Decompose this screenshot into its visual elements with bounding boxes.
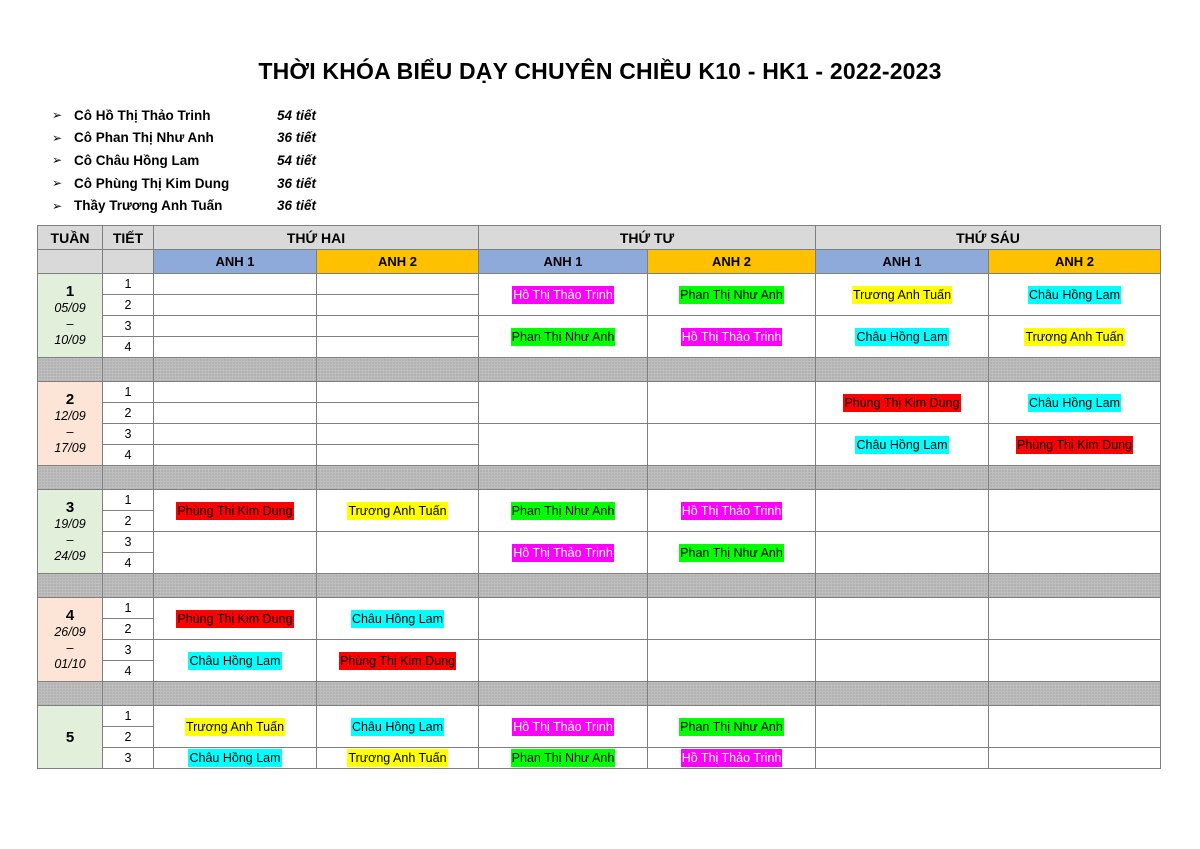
slot bbox=[816, 316, 989, 358]
period-number: 1 bbox=[103, 382, 154, 403]
slot-empty bbox=[816, 748, 989, 769]
slot-empty bbox=[648, 598, 816, 640]
arrow-bullet-icon: ➢ bbox=[52, 108, 63, 123]
slot bbox=[317, 598, 479, 640]
period-number: 3 bbox=[103, 748, 154, 769]
slot-empty bbox=[154, 274, 317, 295]
teacher-item bbox=[52, 172, 316, 195]
period-number: 4 bbox=[103, 661, 154, 682]
week-end: 10/09 bbox=[54, 333, 86, 347]
slot bbox=[989, 382, 1161, 424]
timetable bbox=[37, 225, 1161, 769]
header-row-days bbox=[38, 226, 1161, 250]
week-number: 5 bbox=[65, 728, 75, 746]
teacher-item bbox=[52, 194, 316, 217]
slot-empty bbox=[648, 640, 816, 682]
period-number: 4 bbox=[103, 553, 154, 574]
arrow-bullet-icon: ➢ bbox=[52, 153, 63, 168]
week-start: 12/09 bbox=[54, 409, 86, 423]
teacher-tag: Phan Thị Như Anh bbox=[680, 545, 783, 560]
week-end: 17/09 bbox=[54, 441, 86, 455]
teacher-tag: Phan Thị Như Anh bbox=[680, 287, 783, 302]
header-friday-anh2: ANH 2 bbox=[989, 250, 1161, 274]
header-empty bbox=[103, 250, 154, 274]
week-start: 05/09 bbox=[54, 301, 86, 315]
slot bbox=[479, 748, 648, 769]
teacher-tag: Trương Anh Tuấn bbox=[348, 503, 447, 518]
period-number: 2 bbox=[103, 403, 154, 424]
header-week: TUẦN bbox=[38, 226, 103, 250]
period-number: 2 bbox=[103, 619, 154, 640]
slot bbox=[479, 316, 648, 358]
slot bbox=[154, 598, 317, 640]
teacher-tag: Hồ Thị Thảo Trinh bbox=[681, 751, 782, 765]
week-dash: – bbox=[66, 533, 74, 547]
teacher-tag: Hồ Thị Thảo Trinh bbox=[681, 503, 782, 518]
header-period: TIẾT bbox=[103, 226, 154, 250]
teacher-tag: Hồ Thị Thảo Trinh bbox=[513, 545, 613, 560]
teacher-item bbox=[52, 149, 316, 172]
period-number: 1 bbox=[103, 490, 154, 511]
slot-empty bbox=[154, 445, 317, 466]
header-wednesday-anh2: ANH 2 bbox=[648, 250, 816, 274]
week-cell bbox=[38, 598, 103, 682]
week-dash: – bbox=[66, 317, 74, 331]
week-start: 19/09 bbox=[54, 517, 86, 531]
week-dash: – bbox=[66, 425, 74, 439]
slot-empty bbox=[317, 316, 479, 337]
week-cell bbox=[38, 706, 103, 769]
table-row bbox=[38, 532, 1161, 553]
teacher-tag: Châu Hồng Lam bbox=[856, 329, 948, 344]
teacher-tag: Trương Anh Tuấn bbox=[852, 287, 952, 302]
table-row bbox=[38, 598, 1161, 619]
period-number: 3 bbox=[103, 640, 154, 661]
period-number: 3 bbox=[103, 532, 154, 553]
teacher-periods: 36 tiết bbox=[277, 130, 317, 146]
week-separator bbox=[38, 574, 1161, 598]
teacher-tag: Châu Hồng Lam bbox=[351, 611, 444, 626]
slot-empty bbox=[816, 640, 989, 682]
period-number: 2 bbox=[103, 511, 154, 532]
slot-empty bbox=[648, 382, 816, 424]
header-empty bbox=[38, 250, 103, 274]
table-row bbox=[38, 748, 1161, 769]
slot bbox=[317, 706, 479, 748]
slot-empty bbox=[317, 337, 479, 358]
header-monday: THỨ HAI bbox=[154, 226, 479, 250]
week-separator bbox=[38, 358, 1161, 382]
teacher-tag: Phùng Thị Kim Dung bbox=[177, 611, 293, 626]
slot-empty bbox=[154, 532, 317, 574]
week-dash: – bbox=[66, 641, 74, 655]
slot bbox=[648, 532, 816, 574]
teacher-tag: Trương Anh Tuấn bbox=[1025, 329, 1124, 344]
slot-empty bbox=[989, 490, 1161, 532]
slot bbox=[648, 274, 816, 316]
slot-empty bbox=[317, 403, 479, 424]
slot-empty bbox=[317, 274, 479, 295]
header-friday-anh1: ANH 1 bbox=[816, 250, 989, 274]
table-row bbox=[38, 706, 1161, 727]
teacher-periods: 36 tiết bbox=[277, 198, 317, 214]
week-separator bbox=[38, 466, 1161, 490]
slot-empty bbox=[154, 295, 317, 316]
slot-empty bbox=[816, 598, 989, 640]
table-row bbox=[38, 274, 1161, 295]
slot-empty bbox=[154, 316, 317, 337]
teacher-tag: Trương Anh Tuấn bbox=[348, 751, 447, 765]
slot-empty bbox=[317, 445, 479, 466]
table-row bbox=[38, 316, 1161, 337]
slot bbox=[154, 490, 317, 532]
header-monday-anh1: ANH 1 bbox=[154, 250, 317, 274]
slot bbox=[989, 424, 1161, 466]
teacher-tag: Châu Hồng Lam bbox=[189, 653, 281, 668]
header-monday-anh2: ANH 2 bbox=[317, 250, 479, 274]
slot-empty bbox=[989, 748, 1161, 769]
teacher-name: Cô Hồ Thị Thảo Trinh bbox=[74, 107, 211, 123]
week-separator bbox=[38, 682, 1161, 706]
week-number: 4 bbox=[65, 607, 75, 624]
period-number: 3 bbox=[103, 424, 154, 445]
week-number: 2 bbox=[65, 391, 75, 408]
teacher-tag: Hồ Thị Thảo Trinh bbox=[513, 719, 613, 734]
slot-empty bbox=[816, 706, 989, 748]
teacher-name: Cô Châu Hồng Lam bbox=[74, 152, 200, 168]
teacher-tag: Châu Hồng Lam bbox=[189, 751, 281, 765]
teacher-tag: Hồ Thị Thảo Trinh bbox=[681, 329, 782, 344]
slot-empty bbox=[317, 532, 479, 574]
slot bbox=[154, 640, 317, 682]
slot-empty bbox=[479, 382, 648, 424]
table-row bbox=[38, 640, 1161, 661]
week-number: 1 bbox=[65, 283, 75, 300]
slot bbox=[317, 640, 479, 682]
slot-empty bbox=[317, 424, 479, 445]
slot bbox=[317, 490, 479, 532]
teacher-tag: Phùng Thị Kim Dung bbox=[1016, 437, 1133, 452]
slot-empty bbox=[154, 424, 317, 445]
header-row-classes bbox=[38, 250, 1161, 274]
slot-empty bbox=[154, 337, 317, 358]
week-cell bbox=[38, 382, 103, 466]
teacher-name: Cô Phùng Thị Kim Dung bbox=[74, 175, 230, 191]
week-cell bbox=[38, 274, 103, 358]
table-row bbox=[38, 424, 1161, 445]
period-number: 2 bbox=[103, 727, 154, 748]
teacher-item bbox=[52, 104, 316, 127]
slot-empty bbox=[479, 640, 648, 682]
slot bbox=[479, 490, 648, 532]
slot bbox=[648, 706, 816, 748]
slot-empty bbox=[989, 598, 1161, 640]
header-friday: THỨ SÁU bbox=[816, 226, 1161, 250]
table-row bbox=[38, 490, 1161, 511]
teacher-tag: Phan Thị Như Anh bbox=[511, 751, 615, 765]
week-number: 3 bbox=[65, 499, 75, 516]
period-number: 4 bbox=[103, 445, 154, 466]
slot bbox=[816, 382, 989, 424]
teacher-list bbox=[52, 104, 316, 217]
teacher-tag: Phùng Thị Kim Dung bbox=[177, 503, 293, 518]
period-number: 1 bbox=[103, 706, 154, 727]
teacher-item bbox=[52, 127, 316, 150]
arrow-bullet-icon: ➢ bbox=[52, 198, 63, 213]
slot-empty bbox=[648, 424, 816, 466]
slot bbox=[154, 706, 317, 748]
slot-empty bbox=[816, 532, 989, 574]
slot bbox=[648, 490, 816, 532]
slot-empty bbox=[816, 490, 989, 532]
teacher-tag: Châu Hồng Lam bbox=[351, 719, 444, 734]
slot bbox=[816, 274, 989, 316]
week-end: 24/09 bbox=[54, 549, 86, 563]
slot bbox=[154, 748, 317, 769]
teacher-tag: Phan Thị Như Anh bbox=[511, 329, 615, 344]
slot bbox=[648, 316, 816, 358]
table-row bbox=[38, 382, 1161, 403]
period-number: 2 bbox=[103, 295, 154, 316]
teacher-tag: Châu Hồng Lam bbox=[856, 437, 948, 452]
slot bbox=[816, 424, 989, 466]
teacher-tag: Phan Thị Như Anh bbox=[680, 719, 783, 734]
slot bbox=[479, 274, 648, 316]
teacher-name: Thầy Trương Anh Tuấn bbox=[74, 198, 223, 214]
header-wednesday-anh1: ANH 1 bbox=[479, 250, 648, 274]
arrow-bullet-icon: ➢ bbox=[52, 130, 63, 145]
week-end: 01/10 bbox=[54, 657, 86, 671]
period-number: 1 bbox=[103, 598, 154, 619]
slot-empty bbox=[989, 640, 1161, 682]
period-number: 1 bbox=[103, 274, 154, 295]
teacher-name: Cô Phan Thị Như Anh bbox=[74, 130, 214, 146]
teacher-tag: Trương Anh Tuấn bbox=[185, 719, 285, 734]
teacher-periods: 36 tiết bbox=[277, 175, 317, 191]
slot bbox=[317, 748, 479, 769]
slot-empty bbox=[317, 295, 479, 316]
slot-empty bbox=[479, 598, 648, 640]
teacher-periods: 54 tiết bbox=[277, 107, 317, 123]
arrow-bullet-icon: ➢ bbox=[52, 176, 63, 191]
teacher-tag: Hồ Thị Thảo Trinh bbox=[513, 287, 613, 302]
slot bbox=[479, 706, 648, 748]
header-wednesday: THỨ TƯ bbox=[479, 226, 816, 250]
slot bbox=[479, 532, 648, 574]
page-title: THỜI KHÓA BIỂU DẠY CHUYÊN CHIỀU K10 - HK1 - 2022-2023 bbox=[258, 58, 942, 84]
slot-empty bbox=[154, 382, 317, 403]
teacher-tag: Châu Hồng Lam bbox=[1028, 395, 1121, 410]
slot-empty bbox=[479, 424, 648, 466]
teacher-periods: 54 tiết bbox=[277, 152, 317, 168]
teacher-tag: Phùng Thị Kim Dung bbox=[339, 653, 456, 668]
period-number: 3 bbox=[103, 316, 154, 337]
period-number: 4 bbox=[103, 337, 154, 358]
slot-empty bbox=[989, 706, 1161, 748]
week-start: 26/09 bbox=[54, 625, 86, 639]
slot bbox=[648, 748, 816, 769]
teacher-tag: Phùng Thị Kim Dung bbox=[844, 395, 960, 410]
slot-empty bbox=[317, 382, 479, 403]
slot bbox=[989, 316, 1161, 358]
slot-empty bbox=[989, 532, 1161, 574]
teacher-tag: Phan Thị Như Anh bbox=[511, 503, 615, 518]
slot bbox=[989, 274, 1161, 316]
week-cell bbox=[38, 490, 103, 574]
slot-empty bbox=[154, 403, 317, 424]
teacher-tag: Châu Hồng Lam bbox=[1028, 287, 1121, 302]
